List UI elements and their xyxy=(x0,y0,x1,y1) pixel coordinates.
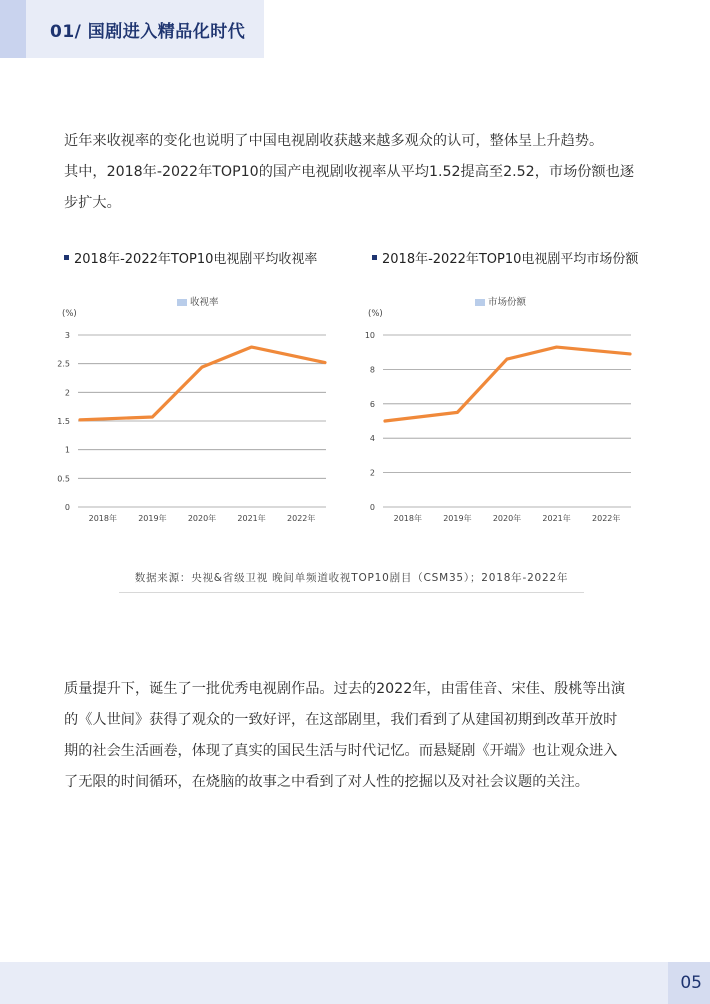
series-line xyxy=(80,347,325,420)
chart-title-share: 2018年-2022年TOP10电视剧平均市场份额 xyxy=(372,248,638,267)
ratings-chart-svg xyxy=(40,280,360,530)
header-accent xyxy=(0,0,26,58)
y-tick-label: 0.5 xyxy=(57,474,70,484)
chart-legend: 收视率 xyxy=(177,294,219,308)
y-unit-label: (%) xyxy=(368,309,383,319)
body-line: 期的社会生活画卷，体现了真实的国民生活与时代记忆。而悬疑剧《开端》也让观众进入 xyxy=(64,743,618,759)
bullet-icon xyxy=(372,255,377,260)
y-tick-label: 0 xyxy=(369,503,375,512)
y-tick-label: 1 xyxy=(64,445,70,455)
chart-title-ratings: 2018年-2022年TOP10电视剧平均收视率 xyxy=(64,248,317,267)
data-source-note: 数据来源：央视&省级卫视 晚间单频道收视TOP10剧目（CSM35）；2018年-2022年 xyxy=(119,570,584,593)
y-tick-label: 4 xyxy=(369,434,375,444)
intro-line: 步扩大。 xyxy=(64,195,121,211)
x-tick-label: 2022年 xyxy=(287,514,316,523)
y-tick-label: 2 xyxy=(369,468,375,478)
x-tick-label: 2020年 xyxy=(492,514,522,523)
share-chart xyxy=(345,280,665,530)
y-tick-label: 3 xyxy=(64,331,70,340)
y-tick-label: 2 xyxy=(64,388,70,398)
intro-line: 近年来收视率的变化也说明了中国电视剧收获越来越多观众的认可，整体呈上升趋势。 xyxy=(64,133,604,149)
y-tick-label: 1.5 xyxy=(57,417,70,426)
body-paragraph xyxy=(64,674,654,798)
ratings-chart xyxy=(40,280,360,530)
x-tick-label: 2021年 xyxy=(542,514,571,523)
intro-line: 其中，2018年-2022年TOP10的国产电视剧收视率从平均1.52提高至2.52，市场份额也逐 xyxy=(64,164,635,180)
x-tick-label: 2020年 xyxy=(187,514,217,523)
y-tick-label: 0 xyxy=(64,503,70,512)
page-number: 05 xyxy=(680,973,702,993)
section-title: 01/ 国剧进入精品化时代 xyxy=(50,22,246,42)
series-line xyxy=(385,347,630,421)
share-chart-svg xyxy=(345,280,665,530)
bullet-icon xyxy=(64,255,69,260)
y-tick-label: 2.5 xyxy=(57,359,70,369)
chart-legend: 市场份额 xyxy=(475,294,526,308)
x-tick-label: 2018年 xyxy=(88,514,117,523)
x-tick-label: 2019年 xyxy=(138,514,167,523)
body-line: 了无限的时间循环，在烧脑的故事之中看到了对人性的挖掘以及对社会议题的关注。 xyxy=(64,774,589,790)
footer-bar xyxy=(0,962,710,1004)
x-tick-label: 2018年 xyxy=(393,514,422,523)
body-line: 的《人世间》获得了观众的一致好评，在这部剧里，我们看到了从建国初期到改革开放时 xyxy=(64,712,618,728)
x-tick-label: 2022年 xyxy=(592,514,621,523)
x-tick-label: 2019年 xyxy=(443,514,472,523)
y-tick-label: 8 xyxy=(369,365,375,375)
body-line: 质量提升下，诞生了一批优秀电视剧作品。过去的2022年，由雷佳音、宋佳、殷桃等出演 xyxy=(64,681,626,697)
y-unit-label: (%) xyxy=(62,309,77,319)
y-tick-label: 10 xyxy=(364,331,375,340)
intro-paragraph xyxy=(64,126,654,219)
x-tick-label: 2021年 xyxy=(237,514,266,523)
y-tick-label: 6 xyxy=(369,399,375,409)
